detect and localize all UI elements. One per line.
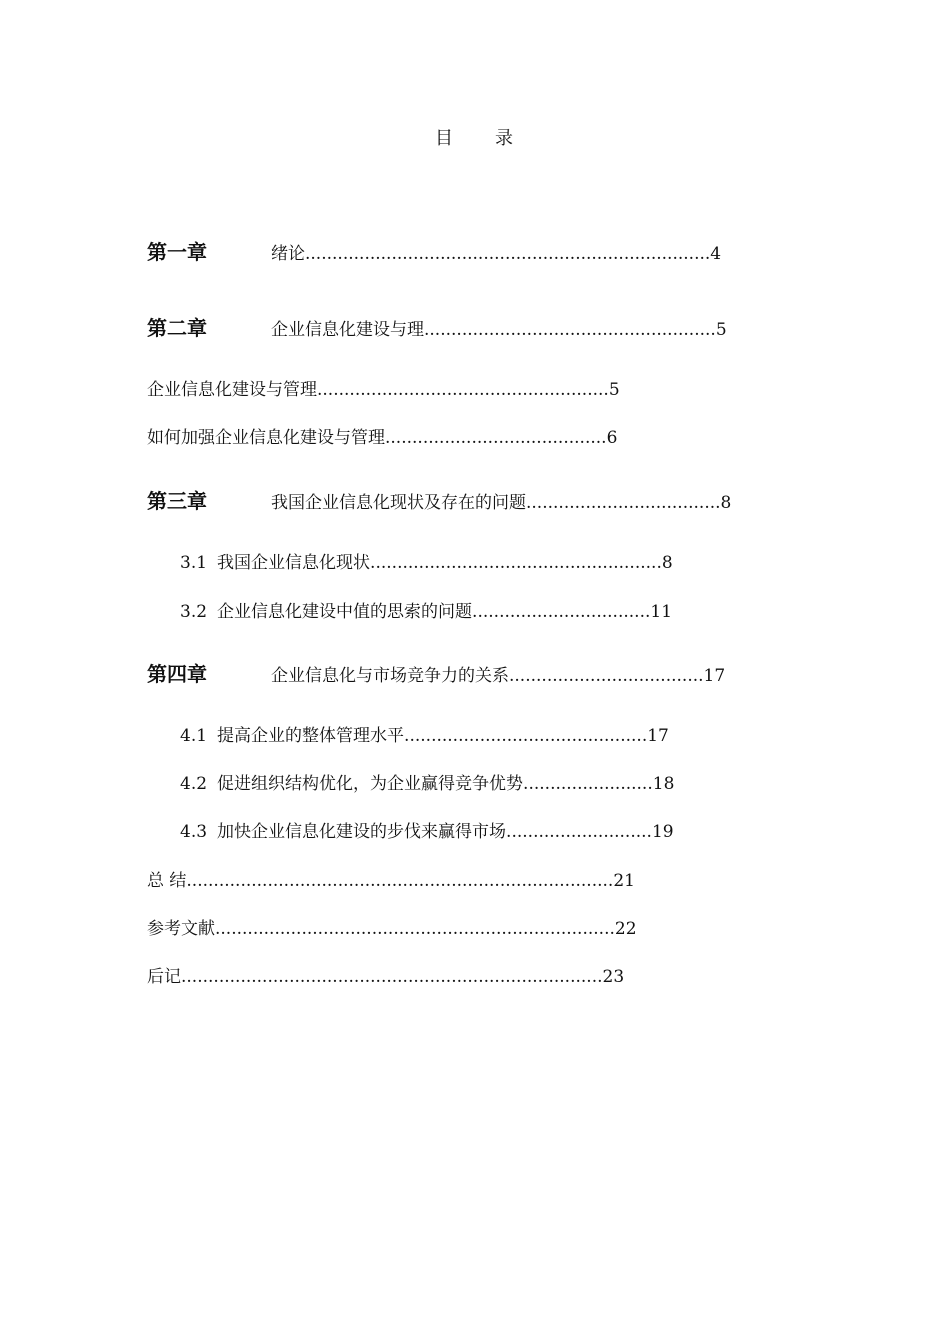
entry-label: 企业信息化建设与理 [271, 320, 424, 340]
page-number: 4 [710, 244, 722, 264]
dot-leader: ........................ [523, 774, 653, 794]
entry-label: 我国企业信息化现状及存在的问题 [271, 493, 526, 513]
toc-entry-section[interactable] [180, 600, 672, 624]
dot-leader: ........................................................................... [305, 244, 711, 264]
toc-entry-section[interactable] [180, 820, 674, 844]
entry-label: 企业信息化建设与管理 [147, 380, 317, 400]
toc-title-right: 录 [495, 128, 515, 149]
chapter-heading: 第二章 [147, 316, 207, 340]
toc-entry-references[interactable] [147, 917, 637, 941]
dot-leader: ................................. [472, 602, 651, 622]
toc-entry-section[interactable] [180, 551, 673, 575]
toc-entry-section[interactable] [180, 772, 674, 796]
entry-label: 后记 [147, 967, 181, 987]
toc-entry-afterword[interactable] [147, 965, 624, 989]
toc-entry-section[interactable] [147, 378, 620, 402]
toc-entry-chapter-1[interactable] [147, 240, 721, 266]
entry-label: 绪论 [271, 244, 305, 264]
page-number: 17 [647, 726, 669, 746]
entry-label: 企业信息化与市场竞争力的关系 [271, 666, 509, 686]
page-number: 8 [661, 553, 673, 573]
dot-leader: ......................................... [385, 428, 607, 448]
toc-title [0, 124, 950, 150]
entry-label: 我国企业信息化现状 [217, 553, 371, 573]
toc-entry-summary[interactable] [147, 869, 635, 893]
toc-entry-chapter-2[interactable] [147, 316, 727, 342]
chapter-heading: 第三章 [147, 489, 207, 513]
entry-label: 参考文献 [147, 919, 215, 939]
entry-label: 提高企业的整体管理水平 [217, 726, 405, 746]
toc-title-left: 目 [435, 128, 455, 149]
page-number: 18 [652, 774, 675, 794]
page-number: 22 [614, 919, 637, 939]
chapter-heading: 第一章 [147, 240, 207, 264]
section-number: 4.3 [180, 822, 208, 842]
page-number: 17 [703, 666, 726, 686]
chapter-heading: 第四章 [147, 662, 207, 686]
page-number: 6 [606, 428, 618, 448]
page-number: 21 [613, 871, 635, 891]
dot-leader: ........................... [506, 822, 652, 842]
dot-leader: ...................................................... [424, 320, 716, 340]
page-number: 5 [608, 380, 620, 400]
toc-entry-chapter-3[interactable] [147, 489, 731, 515]
page-number: 5 [715, 320, 727, 340]
entry-label: 促进组织结构优化，为企业赢得竞争优势 [217, 774, 524, 794]
dot-leader: ............................................. [404, 726, 648, 746]
section-number: 4.2 [180, 774, 208, 794]
section-number: 3.2 [180, 602, 208, 622]
dot-leader: .................................... [509, 666, 704, 686]
dot-leader: ...................................................... [370, 553, 662, 573]
dot-leader: ...................................................... [317, 380, 609, 400]
dot-leader: .............................................................................. [181, 967, 603, 987]
toc-entry-section[interactable] [180, 724, 669, 748]
dot-leader: ............................................................................... [186, 871, 614, 891]
entry-label: 如何加强企业信息化建设与管理 [147, 428, 385, 448]
entry-label: 企业信息化建设中值的思索的问题 [217, 602, 473, 622]
section-number: 3.1 [180, 553, 208, 573]
toc-entry-section[interactable] [147, 426, 617, 450]
toc-entry-chapter-4[interactable] [147, 662, 725, 688]
entry-label: 加快企业信息化建设的步伐来赢得市场 [217, 822, 507, 842]
entry-label: 总 结 [147, 871, 187, 891]
page-number: 11 [650, 602, 673, 622]
page-number: 23 [602, 967, 625, 987]
dot-leader: .................................... [526, 493, 721, 513]
section-number: 4.1 [180, 726, 208, 746]
page-number: 8 [720, 493, 732, 513]
dot-leader: .......................................................................... [215, 919, 615, 939]
page-number: 19 [651, 822, 674, 842]
